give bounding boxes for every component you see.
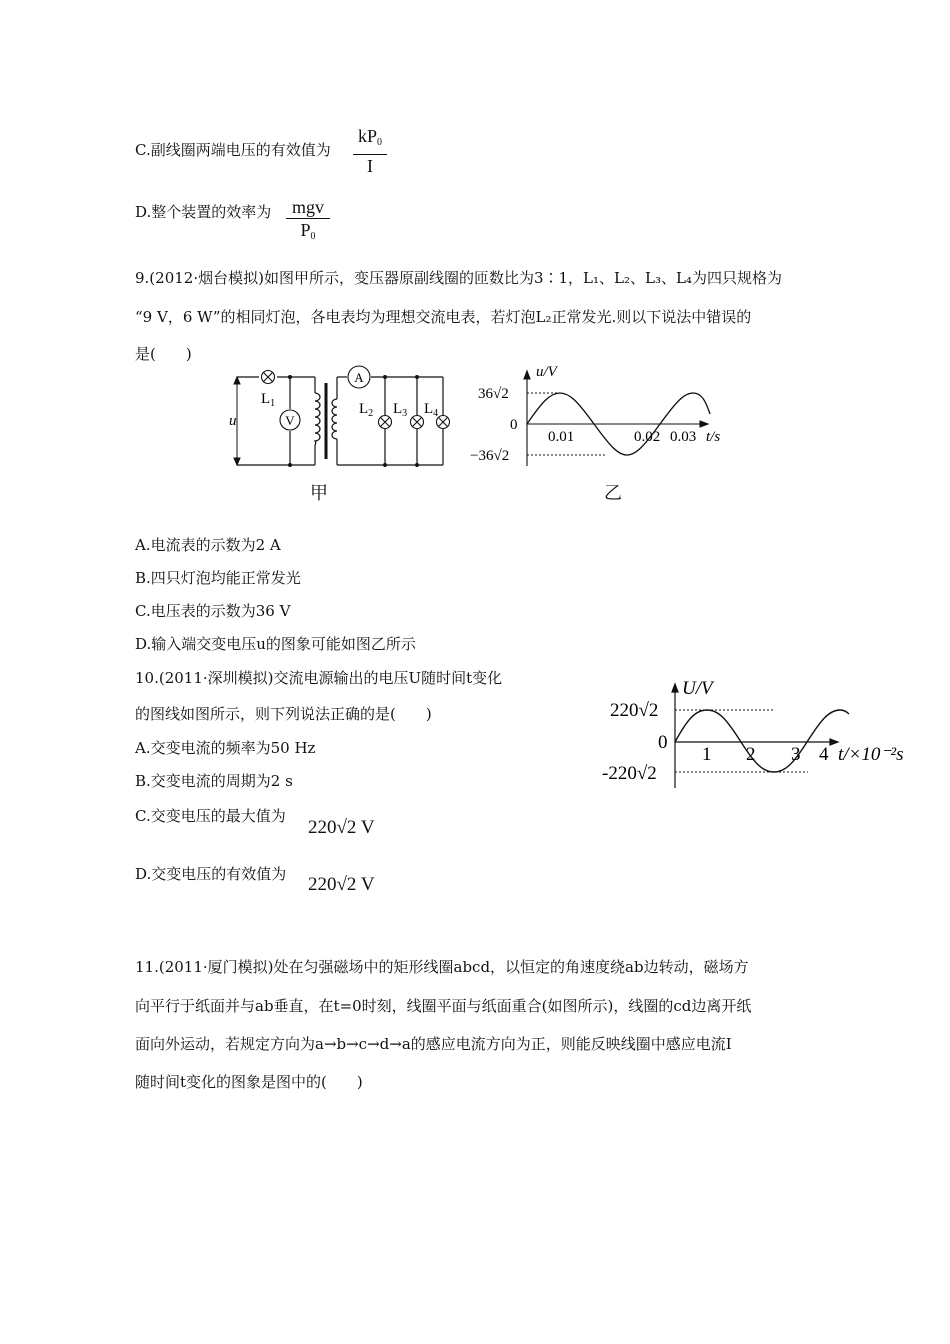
ammeter-icon	[348, 366, 370, 388]
label-l4: $L_4$	[424, 401, 439, 419]
y-min-label: −36√2	[470, 448, 510, 464]
x-tick-label: 1	[702, 744, 712, 765]
q10-option-d-value: 220√2 V	[308, 874, 375, 895]
q8-option-c-text: C.副线圈两端电压的有效值为	[135, 141, 331, 159]
fraction-numerator: mgv	[291, 197, 324, 217]
lamp-l3-icon	[411, 416, 424, 429]
q10-option-c	[135, 806, 286, 826]
x-tick-label: 0.03	[670, 429, 697, 445]
label-l3: $L_3$	[393, 401, 408, 419]
q10-option-b: B.交变电流的周期为2 s	[135, 772, 293, 790]
q9-caption-yi: 乙	[604, 483, 622, 504]
x-axis-arrow	[700, 421, 708, 427]
x-tick-label: 2	[746, 744, 756, 765]
q9-option-d: D.输入端交变电压u的图象可能如图乙所示	[135, 635, 416, 653]
q8-option-d	[135, 202, 271, 222]
x-axis-arrow	[830, 739, 838, 745]
q10-option-c-value: 220√2 V	[308, 817, 375, 838]
x-tick-label: 0.02	[634, 429, 661, 445]
voltmeter-icon	[280, 410, 300, 430]
origin-label: 0	[658, 732, 668, 753]
q8-option-d-text: D.整个装置的效率为	[135, 203, 272, 221]
svg-text:V: V	[285, 413, 295, 428]
x-tick-label: 4	[819, 744, 829, 765]
lamp-l4-icon	[437, 416, 450, 429]
label-l2: $L_2$	[359, 401, 374, 419]
q8-option-d-fraction	[286, 196, 330, 248]
q11-stem-line3: 面向外运动，若规定方向为a→b→c→d→a的感应电流方向为正，则能反映线圈中感应电流I	[135, 1035, 732, 1053]
y-max-label: 220√2	[610, 700, 659, 721]
q10-option-a: A.交变电流的频率为50 Hz	[135, 739, 316, 757]
y-axis-arrow	[672, 684, 678, 692]
x-axis-label: t/s	[706, 429, 721, 445]
label-l1: $L_1$	[261, 391, 276, 409]
y-max-label: 36√2	[478, 386, 509, 402]
fraction-denominator: I	[367, 156, 373, 176]
q9-stem-line3: 是( )	[135, 345, 192, 363]
svg-text:A: A	[354, 370, 364, 385]
q11-stem-line1: 11.(2011·厦门模拟)处在匀强磁场中的矩形线圈abcd，以恒定的角速度绕ab边转动，磁场方	[135, 958, 749, 976]
y-min-label: -220√2	[602, 763, 657, 784]
q9-stem-line1: 9.(2012·烟台模拟)如图甲所示，变压器原副线圈的匝数比为3∶1，L₁、L₂、L₃、L₄为四只规格为	[135, 269, 782, 287]
x-tick-label: 0.01	[548, 429, 575, 445]
q10-option-d-text: D.交变电压的有效值为	[135, 865, 287, 883]
y-axis-label: u/V	[536, 364, 557, 380]
x-tick-label: 3	[791, 744, 801, 765]
lamp-l1-icon	[262, 371, 275, 384]
q10-voltage-graph	[598, 678, 918, 790]
origin-label: 0	[510, 417, 518, 433]
q11-stem-line4: 随时间t变化的图象是图中的( )	[135, 1073, 363, 1091]
q9-option-a: A.电流表的示数为2 A	[135, 536, 281, 554]
q10-option-c-text: C.交变电压的最大值为	[135, 807, 286, 825]
y-axis-label: U/V	[682, 678, 713, 699]
q11-stem-line2: 向平行于纸面并与ab垂直，在t=0时刻，线圈平面与纸面重合(如图所示)，线圈的cd边离开纸	[135, 997, 752, 1015]
q10-stem-line2: 的图线如图所示，则下列说法正确的是( )	[135, 705, 432, 723]
y-axis-arrow	[524, 371, 530, 379]
q8-option-c	[135, 140, 331, 160]
q9-option-b: B.四只灯泡均能正常发光	[135, 569, 301, 587]
label-u: u	[229, 413, 237, 429]
x-axis-label: t/×10⁻²s	[838, 744, 904, 765]
q9-voltage-graph	[470, 362, 730, 472]
q8-option-c-fraction	[353, 125, 387, 177]
q10-option-d	[135, 864, 286, 884]
q9-option-c: C.电压表的示数为36 V	[135, 602, 291, 620]
q9-circuit-diagram	[225, 365, 465, 505]
q10-stem-line1: 10.(2011·深圳模拟)交流电源输出的电压U随时间t变化	[135, 669, 503, 687]
lamp-l2-icon	[379, 416, 392, 429]
q9-stem-line2: “9 V，6 W”的相同灯泡，各电表均为理想交流电表，若灯泡L₂正常发光.则以下说法中错误的	[135, 308, 752, 326]
fraction-numerator: $kP_0$	[357, 126, 382, 148]
q9-caption-jia: 甲	[310, 483, 328, 504]
fraction-denominator: $P_0$	[300, 220, 316, 242]
